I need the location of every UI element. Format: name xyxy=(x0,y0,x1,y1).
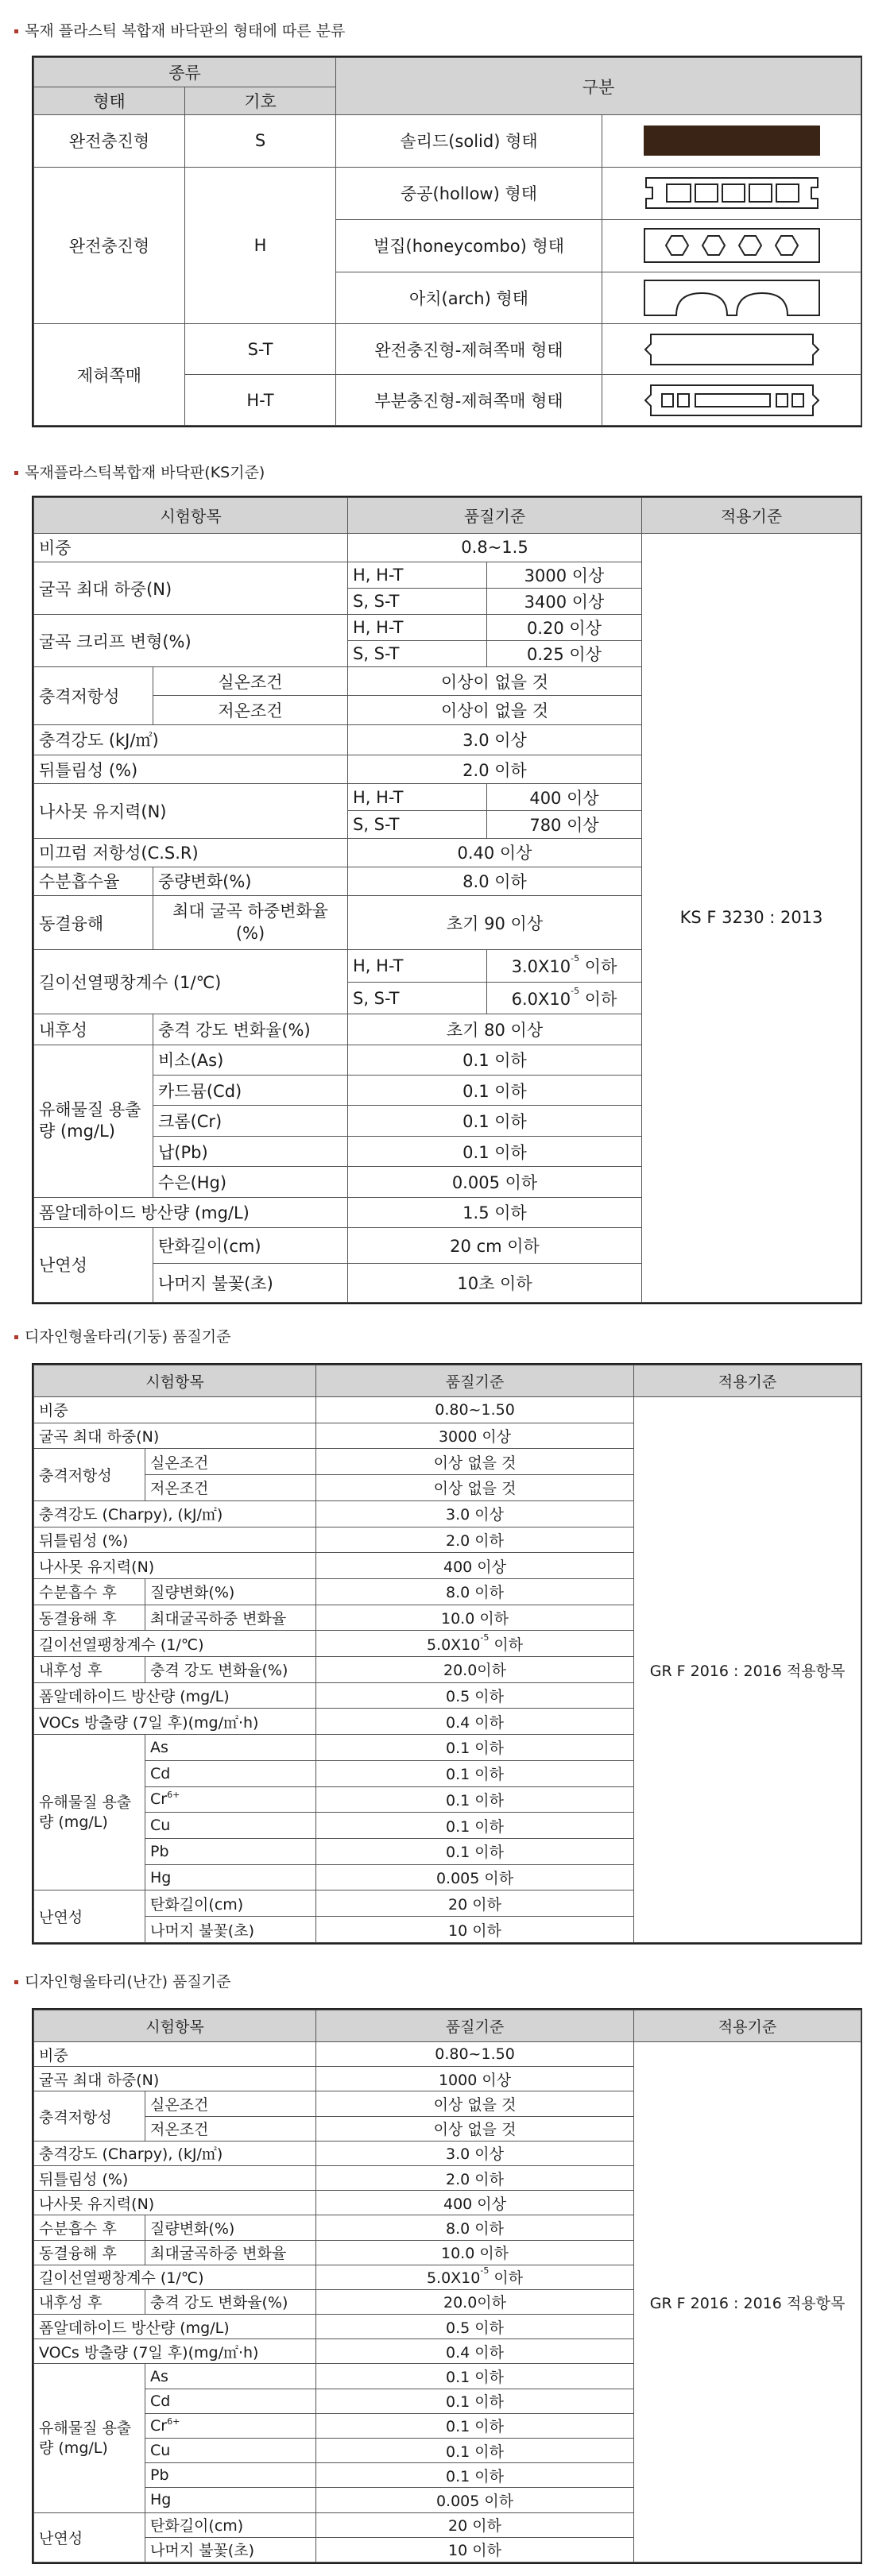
value-cell: 0.005 이하 xyxy=(316,2488,634,2512)
sub-cell: 충격 강도 변화율(%) xyxy=(153,1014,348,1045)
item-cell: 폼알데하이드 방산량 (mg/L) xyxy=(34,2315,316,2339)
bullet-icon xyxy=(14,29,18,33)
value-cell: 0.5 이하 xyxy=(316,2315,634,2339)
header-standard: 적용기준 xyxy=(642,498,861,534)
section-title-text: 목재플라스틱복합재 바닥판(KS기준) xyxy=(25,464,265,481)
item-cell: 충격저항성 xyxy=(34,2091,145,2141)
sub-cell: S, S-T xyxy=(348,811,487,838)
arch-shape-icon xyxy=(643,279,821,317)
sub-cell: 탄화길이(cm) xyxy=(153,1227,348,1263)
value-cell: 3000 이상 xyxy=(487,562,642,589)
value-cell: 400 이상 xyxy=(487,784,642,811)
sub-cell: S, S-T xyxy=(348,982,487,1014)
value-cell: 8.0 이하 xyxy=(316,2215,634,2240)
shape-cell xyxy=(602,375,861,426)
item-cell: 굴곡 최대 하중(N) xyxy=(34,562,348,615)
value-cell: 0.80~1.50 xyxy=(316,2042,634,2067)
value-cell xyxy=(316,2265,634,2289)
sub-cell: 나머지 불꽃(초) xyxy=(145,2537,316,2562)
item-cell: 뒤틀림성 (%) xyxy=(34,1527,316,1553)
value-text: 5.0X10 xyxy=(426,2269,481,2288)
item-cell: 내후성 xyxy=(34,1014,153,1045)
sub-cell: 납(Pb) xyxy=(153,1136,348,1166)
section-title xyxy=(14,461,265,482)
item-cell: 굴곡 최대 하중(N) xyxy=(34,2067,316,2091)
value-cell: 이상 없을 것 xyxy=(316,1475,634,1501)
value-cell: 2.0 이하 xyxy=(316,1527,634,1553)
sub-cell: Hg xyxy=(145,2488,316,2512)
item-cell: 굴곡 크리프 변형(%) xyxy=(34,615,348,667)
item-cell: VOCs 방출량 (7일 후)(mg/㎡·h) xyxy=(34,2339,316,2364)
item-cell: 나사못 유지력(N) xyxy=(34,2191,316,2215)
sub-cell: Pb xyxy=(145,2463,316,2488)
value-cell: 20.0이하 xyxy=(316,1657,634,1683)
item-cell: 수분흡수율 xyxy=(34,867,153,895)
value-cell: 0.1 이하 xyxy=(316,1735,634,1761)
desc-cell: 솔리드(solid) 형태 xyxy=(336,115,602,168)
header-item: 시험항목 xyxy=(34,2010,316,2042)
value-cell: 0.80~1.50 xyxy=(316,1397,634,1423)
header-code: 기호 xyxy=(185,87,336,115)
standard-cell: GR F 2016 : 2016 적용항목 xyxy=(634,1397,861,1943)
value-cell: 0.1 이하 xyxy=(316,1760,634,1786)
sub-cell: 저온조건 xyxy=(145,1475,316,1501)
sub-cell: 수은(Hg) xyxy=(153,1167,348,1197)
sub-cell: 실온조건 xyxy=(145,2091,316,2116)
value-cell: 780 이상 xyxy=(487,811,642,838)
value-cell: 10 이하 xyxy=(316,2537,634,2562)
value-cell: 이상 없을 것 xyxy=(316,1449,634,1475)
item-cell: 뒤틀림성 (%) xyxy=(34,755,348,784)
code-cell: S-T xyxy=(185,324,336,375)
value-cell: 0.1 이하 xyxy=(316,2413,634,2438)
value-cell: 이상 없을 것 xyxy=(316,2116,634,2141)
item-cell: 충격저항성 xyxy=(34,1449,145,1500)
header-group: 종류 xyxy=(34,58,336,87)
standard-cell: KS F 3230 : 2013 xyxy=(642,533,861,1302)
item-cell: 수분흡수 후 xyxy=(34,2215,145,2240)
code-cell: H xyxy=(185,167,336,324)
sub-cell: H, H-T xyxy=(348,950,487,983)
classification-table xyxy=(32,56,862,427)
code-cell: S xyxy=(185,115,336,168)
item-cell: 유해물질 용출량 (mg/L) xyxy=(34,2364,145,2512)
header-type: 형태 xyxy=(34,87,185,115)
sub-cell: 최대굴곡하중 변화율 xyxy=(145,1605,316,1631)
value-cell: 초기 90 이상 xyxy=(348,896,642,950)
desc-cell: 완전충진형-제혀쪽매 형태 xyxy=(336,324,602,375)
value-cell: 0.1 이하 xyxy=(348,1136,642,1166)
sub-cell: Pb xyxy=(145,1838,316,1864)
value-cell: 0.1 이하 xyxy=(316,2364,634,2389)
value-cell: 0.1 이하 xyxy=(316,1786,634,1813)
value-text: 3.0X10 xyxy=(511,957,571,977)
value-cell xyxy=(316,1631,634,1657)
value-cell: 이상이 없을 것 xyxy=(348,667,642,696)
value-cell: 0.4 이하 xyxy=(316,2339,634,2364)
item-cell: 굴곡 최대 하중(N) xyxy=(34,1423,316,1449)
code-cell: H-T xyxy=(185,375,336,426)
sub-cell: H, H-T xyxy=(348,784,487,811)
value-cell: 0.1 이하 xyxy=(348,1045,642,1075)
item-cell: 난연성 xyxy=(34,2512,145,2562)
value-cell: 20.0이하 xyxy=(316,2289,634,2314)
item-cell: 수분흡수 후 xyxy=(34,1578,145,1605)
sub-cell: 저온조건 xyxy=(153,696,348,724)
value-cell: 0.005 이하 xyxy=(316,1864,634,1890)
sub-cell: As xyxy=(145,1735,316,1761)
bullet-icon xyxy=(14,1980,18,1984)
value-cell xyxy=(487,950,642,983)
section-title-text: 디자인형울타리(난간) 품질기준 xyxy=(25,1973,231,1991)
partial-tongue-groove-shape-icon xyxy=(643,383,821,418)
header-standard: 적용기준 xyxy=(634,1365,861,1397)
value-cell: 10.0 이하 xyxy=(316,2240,634,2265)
section-title xyxy=(14,19,345,41)
value-cell: 0.005 이하 xyxy=(348,1167,642,1197)
value-cell: 20 이하 xyxy=(316,1890,634,1917)
item-cell: 충격강도 (kJ/㎡) xyxy=(34,724,348,755)
value-cell: 이상 없을 것 xyxy=(316,2091,634,2116)
sub-cell: 질량변화(%) xyxy=(145,1578,316,1605)
sub-cell: Cu xyxy=(145,1813,316,1839)
shape-cell xyxy=(602,324,861,375)
desc-cell: 아치(arch) 형태 xyxy=(336,272,602,324)
value-cell: 10.0 이하 xyxy=(316,1605,634,1631)
item-cell: 유해물질 용출량 (mg/L) xyxy=(34,1045,153,1197)
value-text: 6.0X10 xyxy=(511,989,571,1009)
sub-cell: 비소(As) xyxy=(153,1045,348,1075)
value-cell: 0.8~1.5 xyxy=(348,533,642,562)
sub-cell: 나머지 불꽃(초) xyxy=(145,1917,316,1943)
item-cell: 뒤틀림성 (%) xyxy=(34,2165,316,2190)
value-cell: 3.0 이상 xyxy=(316,2141,634,2165)
value-cell: 0.5 이하 xyxy=(316,1682,634,1709)
value-cell: 3.0 이상 xyxy=(316,1500,634,1527)
value-cell: 0.40 이상 xyxy=(348,838,642,867)
item-cell: 길이선열팽창계수 (1/℃) xyxy=(34,2265,316,2289)
exponent: -5 xyxy=(480,1632,490,1643)
exponent: -5 xyxy=(571,953,580,964)
value-cell: 0.1 이하 xyxy=(316,1838,634,1864)
sub-cell: S, S-T xyxy=(348,589,487,615)
sub-cell xyxy=(145,1786,316,1813)
item-cell: 유해물질 용출량 (mg/L) xyxy=(34,1735,145,1890)
value-suffix: 이하 xyxy=(579,989,617,1009)
item-cell: 내후성 후 xyxy=(34,2289,145,2314)
value-cell: 20 cm 이하 xyxy=(348,1227,642,1263)
item-cell: 난연성 xyxy=(34,1227,153,1302)
value-cell: 0.4 이하 xyxy=(316,1709,634,1735)
value-cell: 400 이상 xyxy=(316,1553,634,1579)
value-cell: 0.1 이하 xyxy=(316,2439,634,2463)
sub-cell: 최대굴곡하중 변화율 xyxy=(145,2240,316,2265)
value-cell: 초기 80 이상 xyxy=(348,1014,642,1045)
shape-cell xyxy=(602,115,861,168)
bullet-icon xyxy=(14,1335,18,1339)
sub-cell xyxy=(145,2413,316,2438)
item-cell: 비중 xyxy=(34,2042,316,2067)
type-cell: 완전충진형 xyxy=(34,167,185,324)
sub-cell: 질량변화(%) xyxy=(145,2215,316,2240)
sub-cell: Cd xyxy=(145,2389,316,2413)
value-cell: 0.1 이하 xyxy=(348,1076,642,1106)
element-name: Cr xyxy=(150,1790,168,1809)
item-cell: 폼알데하이드 방산량 (mg/L) xyxy=(34,1197,348,1227)
item-cell: 길이선열팽창계수 (1/℃) xyxy=(34,1631,316,1657)
shape-cell xyxy=(602,272,861,324)
desc-cell: 부분충진형-제혀쪽매 형태 xyxy=(336,375,602,426)
item-cell: 충격저항성 xyxy=(34,667,153,725)
value-cell: 0.1 이하 xyxy=(316,1813,634,1839)
shape-cell xyxy=(602,219,861,272)
superscript: 6+ xyxy=(167,2416,180,2427)
value-cell: 400 이상 xyxy=(316,2191,634,2215)
section-title-text: 디자인형울타리(기둥) 품질기준 xyxy=(25,1328,231,1346)
value-cell xyxy=(487,982,642,1014)
sub-cell: S, S-T xyxy=(348,641,487,667)
item-cell: 폼알데하이드 방산량 (mg/L) xyxy=(34,1682,316,1709)
value-cell: 10초 이하 xyxy=(348,1263,642,1302)
value-cell: 8.0 이하 xyxy=(348,867,642,895)
hollow-shape-icon xyxy=(643,173,821,213)
item-cell: 길이선열팽창계수 (1/℃) xyxy=(34,950,348,1014)
exponent: -5 xyxy=(571,985,580,996)
value-cell: 3.0 이상 xyxy=(348,724,642,755)
item-cell: 충격강도 (Charpy), (kJ/㎡) xyxy=(34,1500,316,1527)
value-cell: 0.1 이하 xyxy=(316,2463,634,2488)
value-cell: 0.1 이하 xyxy=(348,1106,642,1136)
exponent: -5 xyxy=(480,2265,490,2277)
value-cell: 1000 이상 xyxy=(316,2067,634,2091)
bullet-icon xyxy=(14,471,18,475)
item-cell: VOCs 방출량 (7일 후)(mg/㎡·h) xyxy=(34,1709,316,1735)
header-quality: 품질기준 xyxy=(316,1365,634,1397)
fence-rail-quality-table xyxy=(32,2008,862,2564)
ks-quality-table xyxy=(32,496,862,1304)
item-cell: 충격강도 (Charpy), (kJ/㎡) xyxy=(34,2141,316,2165)
sub-cell: 카드뮴(Cd) xyxy=(153,1076,348,1106)
item-cell: 동결융해 후 xyxy=(34,2240,145,2265)
shape-cell xyxy=(602,167,861,219)
value-text: 5.0X10 xyxy=(426,1636,481,1654)
item-cell: 내후성 후 xyxy=(34,1657,145,1683)
header-class: 구분 xyxy=(336,58,861,115)
solid-tongue-groove-shape-icon xyxy=(643,332,821,367)
superscript: 6+ xyxy=(167,1790,180,1801)
sub-cell: 나머지 불꽃(초) xyxy=(153,1263,348,1302)
value-cell: 10 이하 xyxy=(316,1917,634,1943)
sub-cell: 탄화길이(cm) xyxy=(145,2512,316,2537)
sub-cell: As xyxy=(145,2364,316,2389)
item-cell: 동결융해 후 xyxy=(34,1605,145,1631)
desc-cell: 중공(hollow) 형태 xyxy=(336,167,602,219)
type-cell: 완전충진형 xyxy=(34,115,185,168)
value-cell: 2.0 이하 xyxy=(348,755,642,784)
sub-cell: Hg xyxy=(145,1864,316,1890)
value-cell: 0.25 이상 xyxy=(487,641,642,667)
value-cell: 20 이하 xyxy=(316,2512,634,2537)
header-item: 시험항목 xyxy=(34,498,348,534)
item-cell: 나사못 유지력(N) xyxy=(34,784,348,838)
solid-shape-icon xyxy=(643,125,821,156)
standard-cell: GR F 2016 : 2016 적용항목 xyxy=(634,2042,861,2562)
header-quality: 품질기준 xyxy=(316,2010,634,2042)
sub-cell: 실온조건 xyxy=(153,667,348,696)
honeycomb-shape-icon xyxy=(643,227,821,264)
value-cell: 1.5 이하 xyxy=(348,1197,642,1227)
desc-cell: 벌집(honeycombo) 형태 xyxy=(336,219,602,272)
item-cell: 비중 xyxy=(34,1397,316,1423)
value-cell: 8.0 이하 xyxy=(316,1578,634,1605)
value-suffix: 이하 xyxy=(489,1636,524,1654)
element-name: Cr xyxy=(150,2416,168,2435)
type-cell: 제혀쪽매 xyxy=(34,324,185,426)
item-cell: 동결융해 xyxy=(34,896,153,950)
header-standard: 적용기준 xyxy=(634,2010,861,2042)
section-title xyxy=(14,1325,230,1346)
value-cell: 3000 이상 xyxy=(316,1423,634,1449)
header-item: 시험항목 xyxy=(34,1365,316,1397)
sub-cell: H, H-T xyxy=(348,562,487,589)
value-cell: 2.0 이하 xyxy=(316,2165,634,2190)
header-quality: 품질기준 xyxy=(348,498,642,534)
sub-cell: 최대 굴곡 하중변화율(%) xyxy=(153,896,348,950)
value-cell: 0.1 이하 xyxy=(316,2389,634,2413)
sub-cell: 실온조건 xyxy=(145,1449,316,1475)
sub-cell: 충격 강도 변화율(%) xyxy=(145,2289,316,2314)
sub-cell: Cd xyxy=(145,1760,316,1786)
item-cell: 비중 xyxy=(34,533,348,562)
value-cell: 0.20 이상 xyxy=(487,615,642,641)
value-suffix: 이하 xyxy=(489,2269,524,2288)
section-title xyxy=(14,1970,230,1991)
item-cell: 난연성 xyxy=(34,1890,145,1943)
value-cell: 이상이 없을 것 xyxy=(348,696,642,724)
item-cell: 미끄럼 저항성(C.S.R) xyxy=(34,838,348,867)
value-suffix: 이하 xyxy=(579,957,617,977)
sub-cell: Cu xyxy=(145,2439,316,2463)
sub-cell: 중량변화(%) xyxy=(153,867,348,895)
value-cell: 3400 이상 xyxy=(487,589,642,615)
sub-cell: 탄화길이(cm) xyxy=(145,1890,316,1917)
sub-cell: H, H-T xyxy=(348,615,487,641)
item-cell: 나사못 유지력(N) xyxy=(34,1553,316,1579)
sub-cell: 충격 강도 변화율(%) xyxy=(145,1657,316,1683)
sub-cell: 크롬(Cr) xyxy=(153,1106,348,1136)
sub-cell: 저온조건 xyxy=(145,2116,316,2141)
section-title-text: 목재 플라스틱 복합재 바닥판의 형태에 따른 분류 xyxy=(25,22,346,40)
fence-post-quality-table xyxy=(32,1363,862,1945)
